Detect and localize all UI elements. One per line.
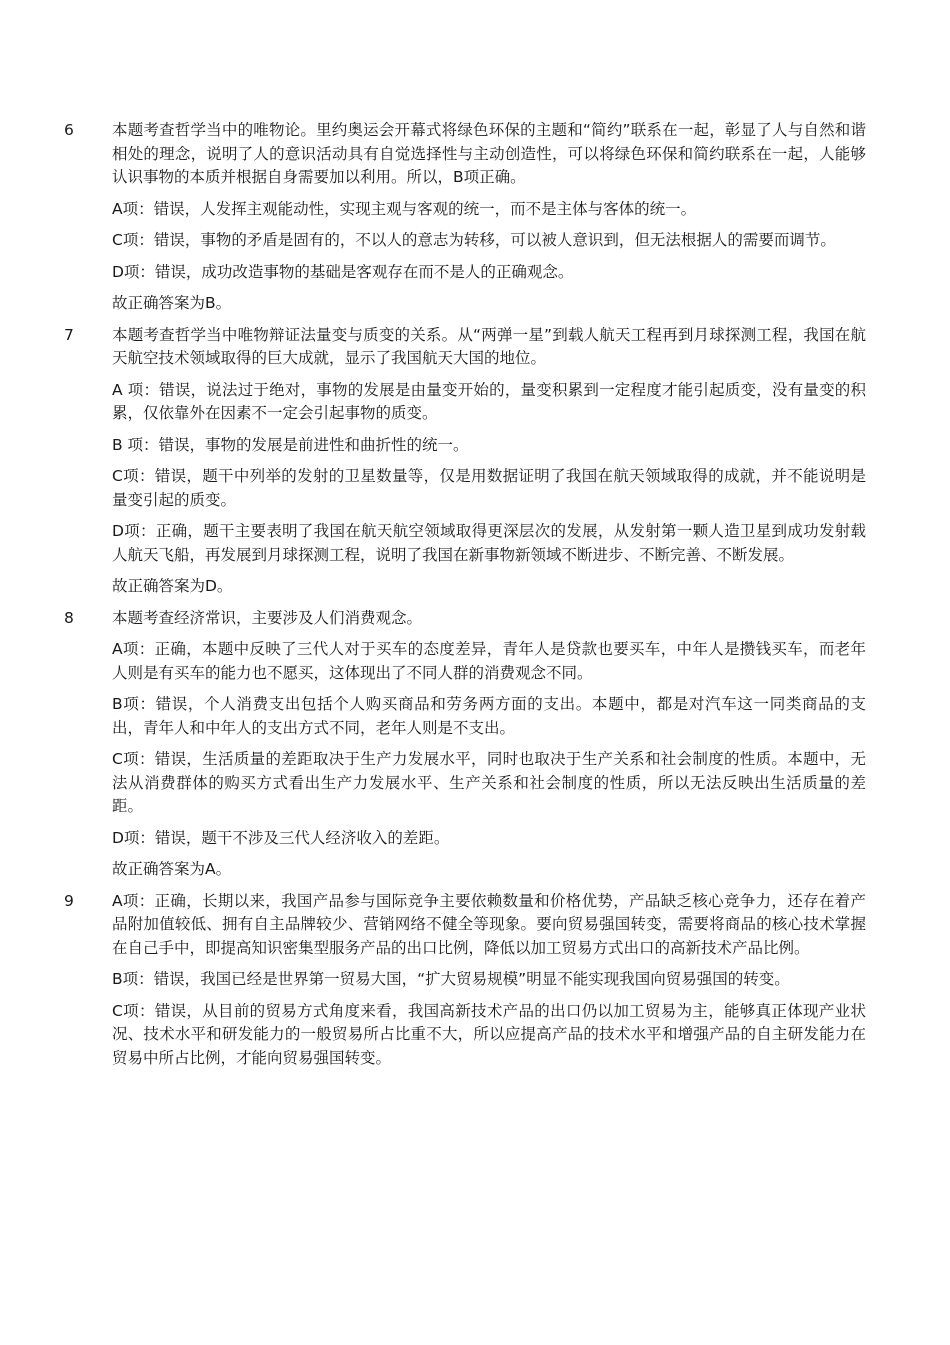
question-number: 7 <box>64 325 74 344</box>
question-number: 9 <box>64 891 74 910</box>
option-explanation: D项：正确，题干主要表明了我国在航天航空领域取得更深层次的发展，从发射第一颗人造卫星到成功发射载人航天飞船，再发展到月球探测工程，说明了我国在新事物新领域不断进步、不断完善、不断发展。 <box>112 522 866 564</box>
question-explanation: 本题考查哲学当中唯物辩证法量变与质变的关系。从“两弹一星”到载人航天工程再到月球探测工程，我国在航天航空技术领域取得的巨大成就，显示了我国航天大国的地位。 <box>112 325 866 367</box>
option-explanation: D项：错误，题干不涉及三代人经济收入的差距。 <box>112 828 450 847</box>
question-7 <box>0 324 866 599</box>
option-explanation: B 项：错误，事物的发展是前进性和曲折性的统一。 <box>112 435 469 454</box>
question-9 <box>0 890 866 1071</box>
option-explanation: C项：错误，题干中列举的发射的卫星数量等，仅是用数据证明了我国在航天领域取得的成就，并不能说明是量变引起的质变。 <box>112 467 866 509</box>
option-explanation: A 项：错误，说法过于绝对，事物的发展是由量变开始的，量变积累到一定程度才能引起质变，没有量变的积累，仅依靠外在因素不一定会引起事物的质变。 <box>112 380 866 422</box>
option-explanation: B项：错误，个人消费支出包括个人购买商品和劳务两方面的支出。本题中，都是对汽车这一同类商品的支出，青年人和中年人的支出方式不同，老年人则是不支出。 <box>112 695 866 737</box>
question-explanation: 本题考查哲学当中的唯物论。里约奥运会开幕式将绿色环保的主题和“简约”联系在一起，彰显了人与自然和谐相处的理念，说明了人的意识活动具有自觉选择性与主动创造性，可以将绿色环保和简约联系在一起，人能够认识事物的本质并根据自身需要加以利用。所以，B项正确。 <box>112 121 866 186</box>
option-explanation: A项：正确，本题中反映了三代人对于买车的态度差异，青年人是贷款也要买车，中年人是攒钱买车，而老年人则是有买车的能力也不愿买，这体现出了不同人群的消费观念不同。 <box>112 640 866 682</box>
answer-explanations <box>0 119 950 1078</box>
option-explanation: C项：错误，从目前的贸易方式角度来看，我国高新技术产品的出口仍以加工贸易为主，能够真正体现产业状况、技术水平和研发能力的一般贸易所占比重不大，所以应提高产品的技术水平和增强产品的自主研发能力在贸易中所占比例，才能向贸易强国转变。 <box>112 1001 866 1067</box>
question-6 <box>0 119 866 316</box>
option-explanation: C项：错误，事物的矛盾是固有的，不以人的意志为转移，可以被人意识到，但无法根据人的需要而调节。 <box>112 231 836 249</box>
option-explanation: 故正确答案为B。 <box>112 294 232 312</box>
option-explanation: 故正确答案为A。 <box>112 860 232 878</box>
question-explanation: A项：正确，长期以来，我国产品参与国际竞争主要依赖数量和价格优势，产品缺乏核心竞争力，还存在着产品附加值较低、拥有自主品牌较少、营销网络不健全等现象。要向贸易强国转变，需要将商品的核心技术掌握在自己手中，即提高知识密集型服务产品的出口比例，降低以加工贸易方式出口的高新技术产品比例。 <box>112 891 866 957</box>
question-number: 6 <box>64 121 74 139</box>
option-explanation: A项：错误，人发挥主观能动性，实现主观与客观的统一，而不是主体与客体的统一。 <box>112 199 697 218</box>
question-number: 8 <box>64 608 74 627</box>
option-explanation: B项：错误，我国已经是世界第一贸易大国，“扩大贸易规模”明显不能实现我国向贸易强国的转变。 <box>112 970 790 988</box>
option-explanation: C项：错误，生活质量的差距取决于生产力发展水平，同时也取决于生产关系和社会制度的性质。本题中，无法从消费群体的购买方式看出生产力发展水平、生产关系和社会制度的性质，所以无法反映出生活质量的差距。 <box>112 750 866 815</box>
question-8 <box>0 607 866 882</box>
question-explanation: 本题考查经济常识，主要涉及人们消费观念。 <box>112 608 423 627</box>
option-explanation: 故正确答案为D。 <box>112 577 233 595</box>
option-explanation: D项：错误，成功改造事物的基础是客观存在而不是人的正确观念。 <box>112 262 574 281</box>
